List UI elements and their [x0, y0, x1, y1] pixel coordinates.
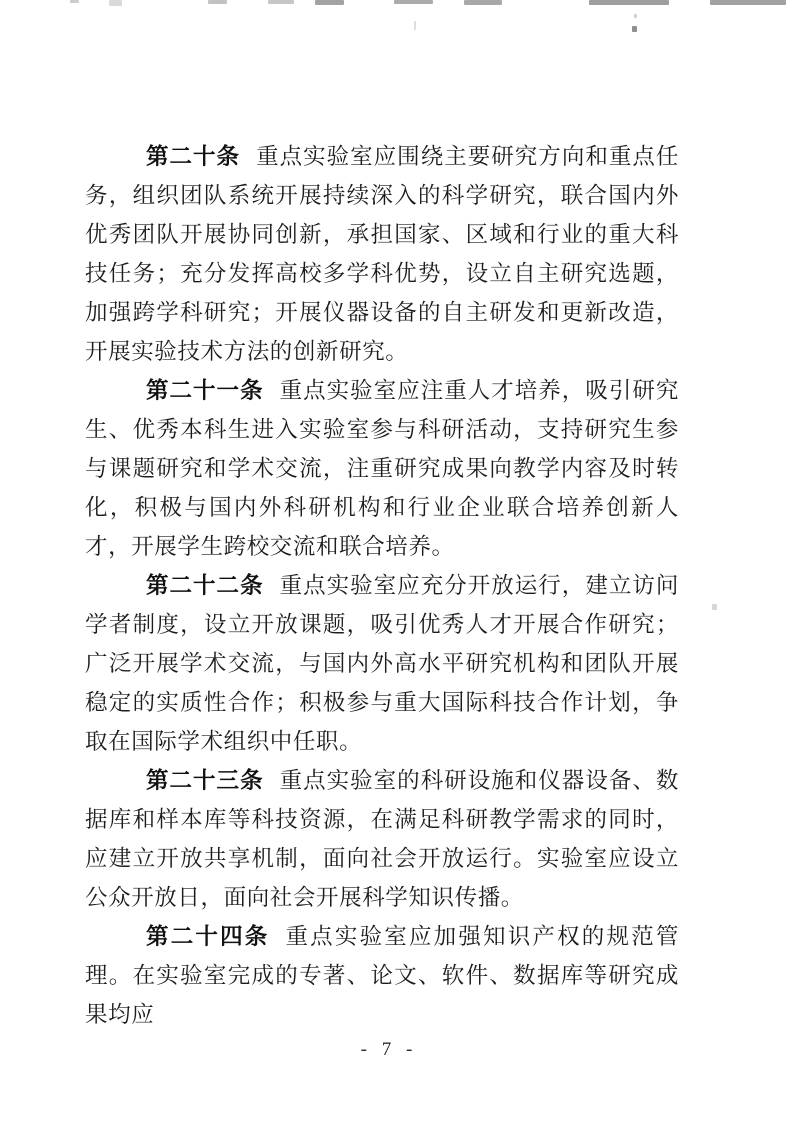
- article-22-number: 第二十二条: [146, 573, 264, 598]
- document-body: [85, 137, 679, 1034]
- article-22-text: 重点实验室应充分开放运行，建立访问学者制度，设立开放课题，吸引优秀人才开展合作研究；广泛开展学术交流，与国内外高水平研究机构和团队开展稳定的实质性合作；积极参与重大国际科技合作计划，争取在国际学术组织中任职。: [85, 573, 679, 754]
- article-20-paragraph: [85, 137, 679, 371]
- scan-speck: [634, 14, 637, 18]
- scan-smudge: [589, 0, 669, 5]
- page-number: - 7 -: [360, 1039, 418, 1060]
- scan-smudge: [70, 0, 79, 3]
- article-23-number: 第二十三条: [146, 768, 264, 793]
- scan-speck: [632, 26, 637, 32]
- article-21-paragraph: [85, 371, 679, 566]
- article-21-number: 第二十一条: [146, 378, 264, 403]
- scan-smudge: [315, 0, 344, 5]
- scan-smudge: [710, 0, 786, 5]
- article-23-paragraph: [85, 761, 679, 917]
- article-21-text: 重点实验室应注重人才培养，吸引研究生、优秀本科生进入实验室参与科研活动，支持研究生参与课题研究和学术交流，注重研究成果向教学内容及时转化，积极与国内外科研机构和行业企业联合培养创新人才，开展学生跨校交流和联合培养。: [85, 378, 679, 559]
- scan-smudge: [208, 0, 227, 4]
- article-20-text: 重点实验室应围绕主要研究方向和重点任务，组织团队系统开展持续深入的科学研究，联合国内外优秀团队开展协同创新，承担国家、区域和行业的重大科技任务；充分发挥高校多学科优势，设立自主研究选题，加强跨学科研究；开展仪器设备的自主研发和更新改造，开展实验技术方法的创新研究。: [85, 144, 679, 364]
- article-24-text: 重点实验室应加强知识产权的规范管理。在实验室完成的专著、论文、软件、数据库等研究成果均应: [85, 924, 679, 1027]
- article-24-number: 第二十四条: [146, 924, 270, 949]
- scan-smudge: [268, 0, 294, 4]
- scan-speck: [712, 604, 717, 610]
- article-22-paragraph: [85, 566, 679, 761]
- article-20-number: 第二十条: [146, 144, 241, 169]
- article-24-paragraph: [85, 917, 679, 1034]
- scan-speck: [414, 21, 416, 30]
- scan-smudge: [394, 0, 433, 4]
- scan-smudge: [464, 0, 502, 5]
- article-23-text: 重点实验室的科研设施和仪器设备、数据库和样本库等科技资源，在满足科研教学需求的同时，应建立开放共享机制，面向社会开放运行。实验室应设立公众开放日，面向社会开展科学知识传播。: [85, 768, 679, 910]
- scan-smudge: [109, 0, 122, 6]
